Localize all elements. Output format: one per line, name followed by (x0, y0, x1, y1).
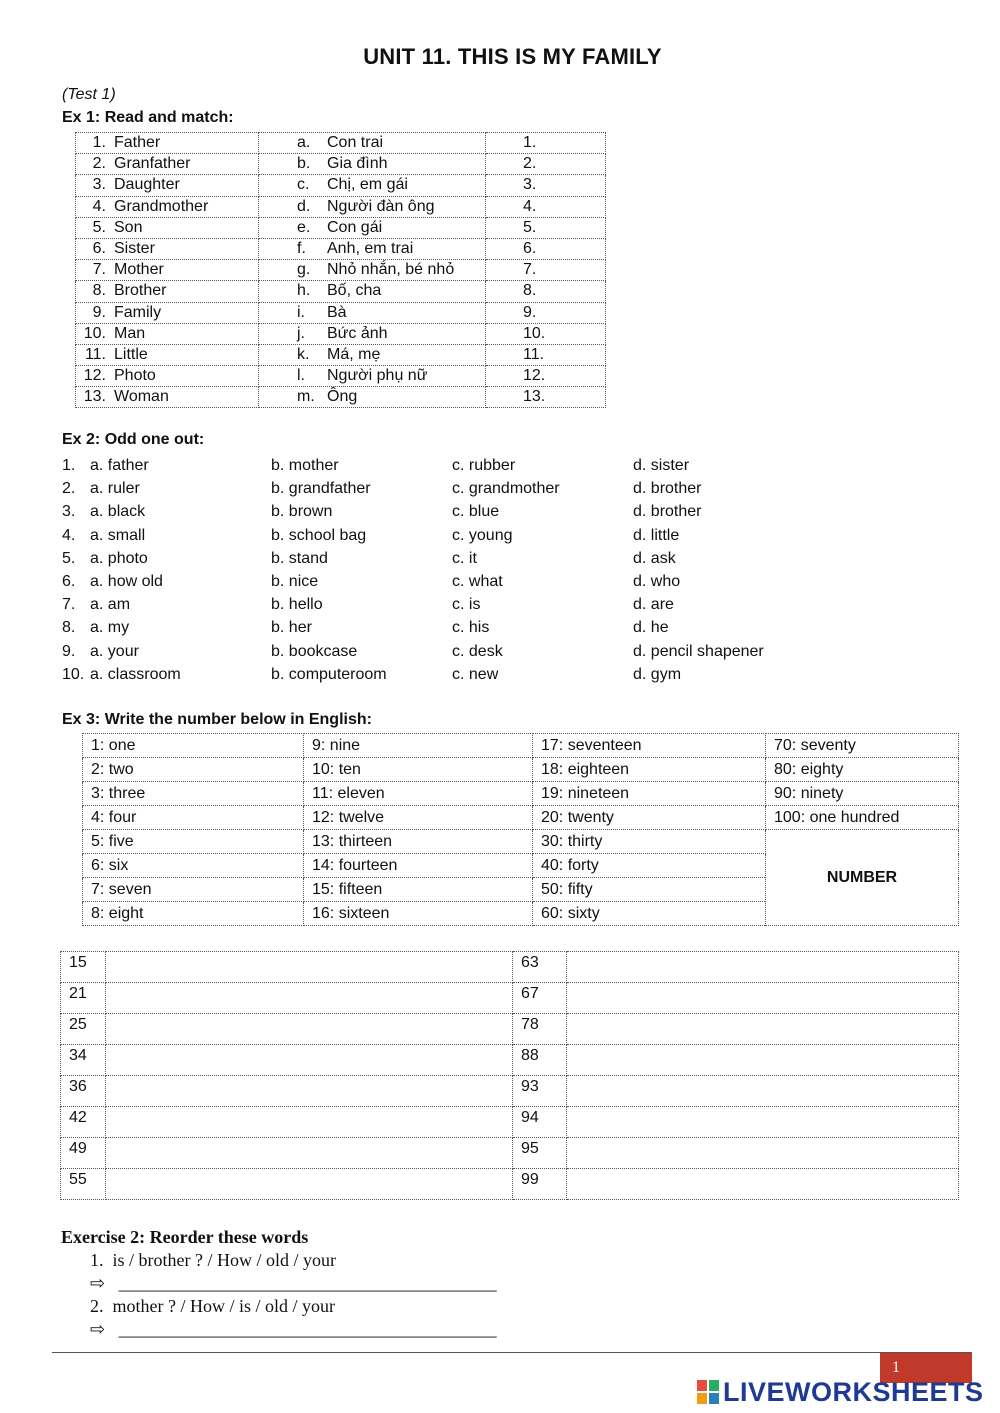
reorder-item-text: mother ? / How / is / old / your (112, 1296, 335, 1316)
answer-number: 4. (523, 197, 537, 215)
item-number: 6. (92, 240, 106, 258)
test-label: (Test 1) (62, 86, 116, 103)
question-number: 7. (62, 596, 76, 614)
answer-field[interactable] (567, 1169, 959, 1200)
number-cell: 8: eight (83, 902, 304, 926)
number-cell: 19: nineteen (533, 782, 766, 806)
arrow-icon: ⇨ (90, 1319, 106, 1339)
table-row (76, 196, 606, 217)
table-row (76, 154, 606, 175)
number-cell: 21 (61, 983, 106, 1014)
meaning-cell (259, 238, 486, 259)
number-cell: 67 (513, 983, 567, 1014)
answer-number: 8. (523, 282, 537, 300)
word-cell (76, 154, 259, 175)
item-number: 13. (83, 388, 106, 406)
option-a[interactable]: a. small (90, 526, 146, 544)
table-row (83, 758, 959, 782)
answer-field[interactable] (567, 1045, 959, 1076)
ex3-heading: Ex 3: Write the number below in English: (62, 711, 372, 728)
answer-number: 13. (523, 388, 546, 406)
number-cell: 90: ninety (766, 782, 959, 806)
table-row (61, 1014, 959, 1045)
number-cell: 80: eighty (766, 758, 959, 782)
table-row (76, 238, 606, 259)
option-c[interactable]: c. what (452, 572, 503, 590)
item-number: 9. (92, 303, 106, 321)
answer-number: 2. (523, 155, 537, 173)
number-cell: 42 (61, 1107, 106, 1138)
word-cell (76, 175, 259, 196)
number-cell: 2: two (83, 758, 304, 782)
answer-cell[interactable] (486, 133, 606, 154)
table-row (61, 1045, 959, 1076)
reorder-item-2 (90, 1296, 335, 1317)
number-cell: 6: six (83, 854, 304, 878)
answer-number: 6. (523, 240, 537, 258)
option-a[interactable]: a. classroom (90, 665, 181, 683)
item-meaning: Gia đình (327, 155, 388, 173)
table-row (76, 260, 606, 281)
number-cell: 25 (61, 1014, 106, 1045)
number-cell: 18: eighteen (533, 758, 766, 782)
answer-field[interactable] (567, 1138, 959, 1169)
item-meaning: Má, mẹ (327, 345, 381, 363)
item-meaning: Nhỏ nhắn, bé nhỏ (327, 261, 455, 279)
option-d[interactable]: d. brother (633, 503, 702, 521)
number-cell: 36 (61, 1076, 106, 1107)
meaning-cell (259, 323, 486, 344)
item-meaning: Người phụ nữ (327, 367, 428, 385)
option-a[interactable]: a. father (90, 457, 149, 474)
answer-line-2[interactable] (90, 1319, 497, 1340)
option-d[interactable]: d. are (633, 596, 674, 614)
answer-number: 10. (523, 324, 546, 342)
answer-field[interactable] (567, 1076, 959, 1107)
item-word: Brother (114, 282, 167, 300)
meaning-cell (259, 133, 486, 154)
number-answer-table (60, 951, 959, 1200)
option-a[interactable]: a. your (90, 642, 139, 660)
answer-cell[interactable] (486, 196, 606, 217)
word-cell (76, 323, 259, 344)
item-letter: l. (297, 367, 305, 385)
number-words-table (82, 733, 959, 926)
item-number: 11. (84, 345, 106, 363)
item-meaning: Người đàn ông (327, 197, 435, 215)
item-letter: a. (297, 134, 311, 152)
table-row (61, 1169, 959, 1200)
word-cell (76, 217, 259, 238)
number-cell: 78 (513, 1014, 567, 1045)
word-cell (76, 238, 259, 259)
answer-line-1[interactable] (90, 1273, 497, 1294)
question-number: 5. (62, 549, 76, 567)
number-cell: 15 (61, 952, 106, 983)
answer-field[interactable] (106, 1138, 513, 1169)
footer-divider (52, 1352, 972, 1353)
option-b[interactable]: b. computeroom (271, 665, 387, 683)
number-cell: 34 (61, 1045, 106, 1076)
answer-cell[interactable] (486, 323, 606, 344)
word-cell (76, 196, 259, 217)
word-cell (76, 133, 259, 154)
question-number: 3. (62, 503, 76, 521)
option-b[interactable]: b. nice (271, 572, 319, 590)
answer-number: 7. (523, 261, 537, 279)
meaning-cell (259, 302, 486, 323)
item-word: Mother (114, 261, 164, 279)
question-number: 1. (62, 457, 76, 474)
item-word: Woman (114, 388, 169, 406)
table-row (83, 830, 959, 854)
option-c[interactable]: c. is (452, 596, 481, 614)
liveworksheets-logo (697, 1377, 984, 1408)
word-cell (76, 344, 259, 365)
reorder-item-text: is / brother ? / How / old / your (112, 1250, 336, 1270)
option-c[interactable]: c. his (452, 619, 490, 637)
item-letter: h. (297, 282, 311, 300)
meaning-cell (259, 154, 486, 175)
meaning-cell (259, 196, 486, 217)
option-d[interactable]: d. ask (633, 549, 676, 567)
option-d[interactable]: d. sister (633, 457, 690, 474)
table-row (61, 1076, 959, 1107)
answer-number: 12. (523, 367, 546, 385)
answer-cell[interactable] (486, 344, 606, 365)
item-word: Daughter (114, 176, 180, 194)
number-cell: 88 (513, 1045, 567, 1076)
option-d[interactable]: d. gym (633, 665, 682, 683)
word-cell (76, 260, 259, 281)
number-cell: 13: thirteen (304, 830, 533, 854)
number-cell: 60: sixty (533, 902, 766, 926)
number-cell: 12: twelve (304, 806, 533, 830)
item-meaning: Chị, em gái (327, 176, 408, 194)
word-cell (76, 302, 259, 323)
page-number: 1 (892, 1359, 900, 1376)
table-row (76, 133, 606, 154)
answer-cell[interactable] (486, 366, 606, 387)
number-cell: 4: four (83, 806, 304, 830)
item-word: Man (114, 324, 146, 342)
table-row (61, 1107, 959, 1138)
answer-field[interactable] (106, 1014, 513, 1045)
table-row (76, 387, 606, 408)
answer-number: 9. (523, 303, 537, 321)
number-cell: 99 (513, 1169, 567, 1200)
answer-field[interactable] (567, 983, 959, 1014)
item-letter: f. (297, 240, 306, 258)
option-d[interactable]: d. brother (633, 480, 702, 498)
option-b[interactable]: b. stand (271, 549, 328, 567)
number-cell: 9: nine (304, 734, 533, 758)
reorder-heading: Exercise 2: Reorder these words (61, 1227, 309, 1247)
meaning-cell (259, 344, 486, 365)
reorder-item-1 (90, 1250, 336, 1271)
answer-field[interactable] (106, 983, 513, 1014)
item-letter: j. (297, 324, 305, 342)
number-cell: 15: fifteen (304, 878, 533, 902)
item-number: 10. (83, 324, 106, 342)
number-cell: 49 (61, 1138, 106, 1169)
option-a[interactable]: a. my (90, 619, 130, 637)
option-b[interactable]: b. bookcase (271, 642, 358, 660)
option-d[interactable]: d. pencil shapener (633, 642, 764, 660)
table-row (61, 983, 959, 1014)
number-cell: 10: ten (304, 758, 533, 782)
table-row (83, 734, 959, 758)
item-number: 2. (92, 155, 106, 173)
item-meaning: Ông (327, 388, 358, 406)
meaning-cell (259, 387, 486, 408)
option-c[interactable]: c. blue (452, 503, 500, 521)
answer-cell[interactable] (486, 175, 606, 196)
number-cell: 40: forty (533, 854, 766, 878)
option-b[interactable]: b. grandfather (271, 480, 371, 498)
option-d[interactable]: d. he (633, 619, 669, 637)
number-cell: 94 (513, 1107, 567, 1138)
item-letter: i. (297, 303, 305, 321)
answer-blank[interactable]: __________________________________________ (118, 1319, 497, 1339)
option-a[interactable]: a. am (90, 596, 131, 614)
meaning-cell (259, 281, 486, 302)
option-b[interactable]: b. school bag (271, 526, 367, 544)
item-word: Father (114, 134, 161, 152)
item-number: 7. (92, 261, 106, 279)
answer-field[interactable] (106, 1076, 513, 1107)
option-a[interactable]: a. black (90, 503, 146, 521)
answer-cell[interactable] (486, 217, 606, 238)
arrow-icon: ⇨ (90, 1273, 106, 1293)
page-title: UNIT 11. THIS IS MY FAMILY (363, 44, 662, 69)
number-cell: 16: sixteen (304, 902, 533, 926)
option-d[interactable]: d. who (633, 572, 681, 590)
answer-cell[interactable] (486, 387, 606, 408)
question-number: 6. (62, 572, 76, 590)
answer-cell[interactable] (486, 281, 606, 302)
option-b[interactable]: b. hello (271, 596, 323, 614)
number-cell: 63 (513, 952, 567, 983)
table-row (83, 806, 959, 830)
meaning-cell (259, 175, 486, 196)
option-c[interactable]: c. it (452, 549, 477, 567)
number-cell: 17: seventeen (533, 734, 766, 758)
item-meaning: Bố, cha (327, 282, 382, 300)
logo-text: LIVEWORKSHEETS (723, 1377, 984, 1407)
item-letter: m. (297, 388, 315, 406)
answer-field[interactable] (567, 952, 959, 983)
item-letter: g. (297, 261, 311, 279)
meaning-cell (259, 217, 486, 238)
answer-number: 11. (523, 345, 545, 363)
table-row (76, 281, 606, 302)
item-letter: d. (297, 197, 311, 215)
question-number: 9. (62, 642, 76, 660)
answer-cell[interactable] (486, 302, 606, 323)
answer-field[interactable] (106, 1107, 513, 1138)
ex1-heading: Ex 1: Read and match: (62, 109, 234, 126)
option-a[interactable]: a. ruler (90, 480, 140, 498)
number-cell: 100: one hundred (766, 806, 959, 830)
item-number: 1. (92, 134, 106, 152)
item-number: 12. (83, 367, 106, 385)
table-row (76, 344, 606, 365)
match-table (75, 132, 606, 408)
item-word: Family (114, 303, 162, 321)
item-word: Granfather (114, 155, 191, 173)
table-row (61, 1138, 959, 1169)
word-cell (76, 366, 259, 387)
ex2-heading: Ex 2: Odd one out: (62, 431, 205, 448)
number-cell: 7: seven (83, 878, 304, 902)
item-number: 8. (92, 282, 106, 300)
item-meaning: Anh, em trai (327, 240, 414, 258)
number-cell: 3: three (83, 782, 304, 806)
number-cell: 50: fifty (533, 878, 766, 902)
table-row (76, 302, 606, 323)
item-meaning: Con gái (327, 218, 383, 236)
answer-number: 1. (523, 134, 537, 152)
answer-field[interactable] (567, 1107, 959, 1138)
meaning-cell (259, 366, 486, 387)
item-number: 3. (92, 176, 106, 194)
word-cell (76, 281, 259, 302)
answer-field[interactable] (106, 1045, 513, 1076)
answer-cell[interactable] (486, 238, 606, 259)
table-row (83, 782, 959, 806)
table-row (76, 175, 606, 196)
answer-field[interactable] (106, 1169, 513, 1200)
answer-field[interactable] (567, 1014, 959, 1045)
item-number: 5. (92, 218, 106, 236)
number-cell: 20: twenty (533, 806, 766, 830)
item-meaning: Bức ảnh (327, 324, 388, 342)
option-a[interactable]: a. how old (90, 572, 163, 590)
answer-number: 3. (523, 176, 537, 194)
table-row (76, 217, 606, 238)
option-b[interactable]: b. her (271, 619, 312, 637)
answer-field[interactable] (106, 952, 513, 983)
option-d[interactable]: d. little (633, 526, 680, 544)
option-b[interactable]: b. brown (271, 503, 333, 521)
option-b[interactable]: b. mother (271, 457, 339, 474)
question-number: 8. (62, 619, 76, 637)
item-word: Son (114, 218, 143, 236)
option-c[interactable]: c. grandmother (452, 480, 560, 498)
number-cell: 1: one (83, 734, 304, 758)
number-cell: 5: five (83, 830, 304, 854)
number-cell: 14: fourteen (304, 854, 533, 878)
item-letter: c. (297, 176, 310, 194)
question-number: 2. (62, 480, 76, 498)
item-word: Photo (114, 367, 156, 385)
answer-cell[interactable] (486, 154, 606, 175)
option-c[interactable]: c. young (452, 526, 513, 544)
option-c[interactable]: c. new (452, 665, 499, 683)
option-c[interactable]: c. desk (452, 642, 503, 660)
number-cell: 55 (61, 1169, 106, 1200)
item-letter: k. (297, 345, 310, 363)
answer-cell[interactable] (486, 260, 606, 281)
reorder-item-number: 1. (90, 1250, 104, 1270)
item-word: Little (114, 345, 148, 363)
logo-icon (697, 1380, 719, 1404)
number-cell: 11: eleven (304, 782, 533, 806)
number-cell: 70: seventy (766, 734, 959, 758)
item-number: 4. (92, 197, 106, 215)
meaning-cell (259, 260, 486, 281)
answer-blank[interactable]: __________________________________________ (118, 1273, 497, 1293)
number-cell: 93 (513, 1076, 567, 1107)
option-a[interactable]: a. photo (90, 549, 148, 567)
item-letter: b. (297, 155, 311, 173)
number-label: NUMBER (766, 830, 959, 926)
table-row (76, 366, 606, 387)
item-letter: e. (297, 218, 311, 236)
number-cell: 95 (513, 1138, 567, 1169)
reorder-item-number: 2. (90, 1296, 104, 1316)
item-meaning: Bà (327, 303, 347, 321)
number-cell: 30: thirty (533, 830, 766, 854)
table-row (61, 952, 959, 983)
word-cell (76, 387, 259, 408)
item-meaning: Con trai (327, 134, 384, 152)
question-number: 10. (62, 665, 85, 683)
table-row (76, 323, 606, 344)
answer-number: 5. (523, 218, 537, 236)
question-number: 4. (62, 526, 76, 544)
item-word: Grandmother (114, 197, 209, 215)
item-word: Sister (114, 240, 155, 258)
option-c[interactable]: c. rubber (452, 457, 516, 474)
